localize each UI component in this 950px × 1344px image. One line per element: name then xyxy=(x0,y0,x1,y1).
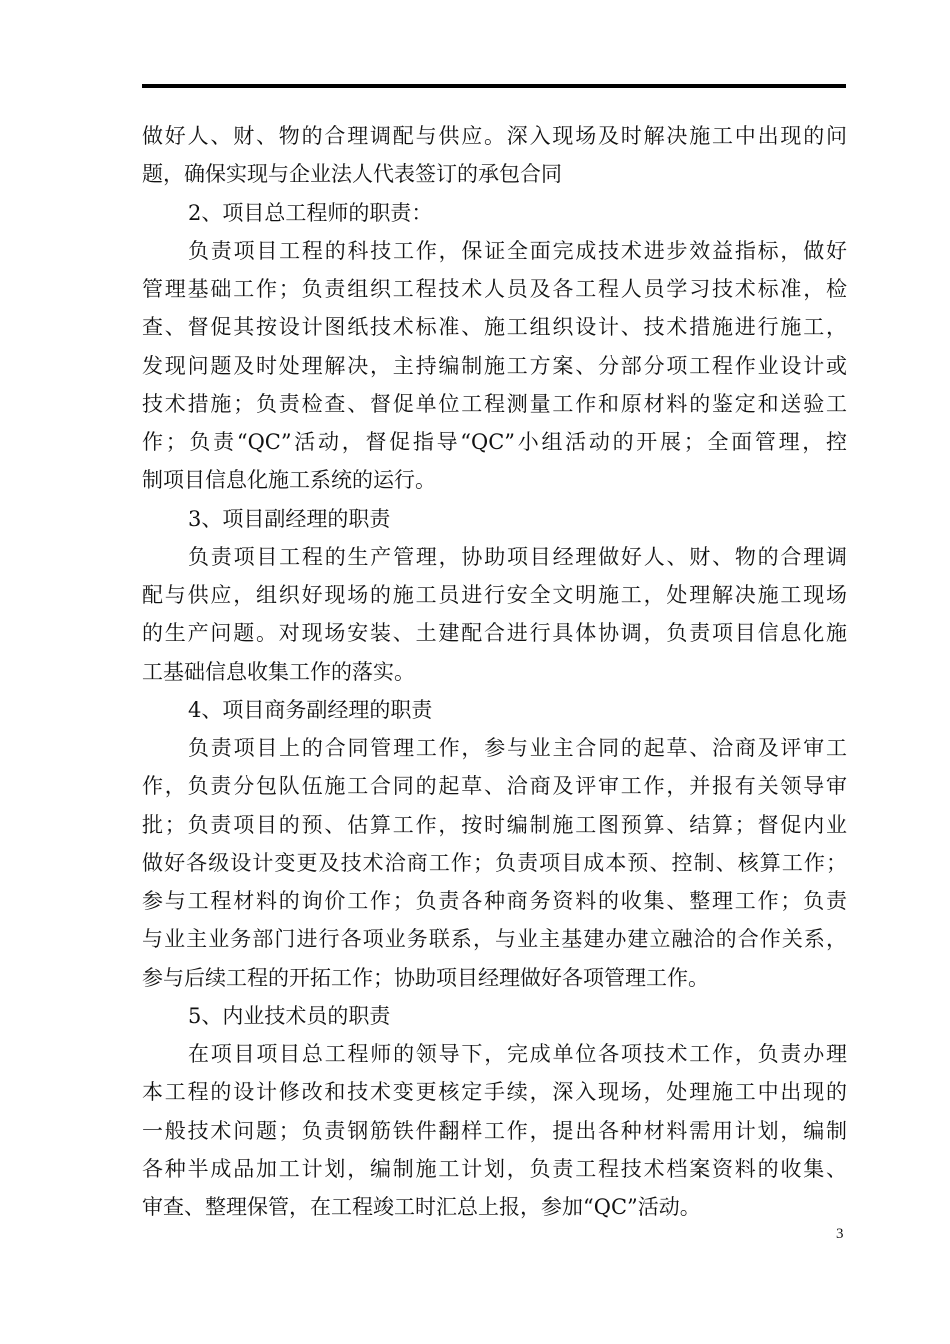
text-line: 各种半成品加工计划，编制施工计划，负责工程技术档案资料的收集、 xyxy=(142,1156,847,1181)
text-line: 做好各级设计变更及技术洽商工作；负责项目成本预、控制、核算工作； xyxy=(142,850,847,875)
header-rule xyxy=(142,84,846,88)
text-line: 批；负责项目的预、估算工作，按时编制施工图预算、结算；督促内业 xyxy=(142,812,847,837)
text-line: 在项目项目总工程师的领导下，完成单位各项技术工作，负责办理 xyxy=(188,1042,847,1066)
text-line: 题，确保实现与企业法人代表签订的承包合同 xyxy=(142,162,562,187)
text-line: 负责项目上的合同管理工作，参与业主合同的起草、洽商及评审工 xyxy=(188,736,847,760)
text-line: 做好人、财、物的合理调配与供应。深入现场及时解决施工中出现的问 xyxy=(142,124,847,148)
text-line: 发现问题及时处理解决，主持编制施工方案、分部分项工程作业设计或 xyxy=(142,353,847,378)
text-line: 作，负责分包队伍施工合同的起草、洽商及评审工作，并报有关领导审 xyxy=(142,774,847,799)
document-body xyxy=(142,117,847,1226)
section-heading: 4、项目商务副经理的职责 xyxy=(188,697,433,722)
text-line: 一般技术问题；负责钢筋铁件翻样工作，提出各种材料需用计划，编制 xyxy=(142,1118,847,1143)
text-line: 的生产问题。对现场安装、土建配合进行具体协调，负责项目信息化施 xyxy=(142,621,847,646)
text-line: 审查、整理保管，在工程竣工时汇总上报，参加“QC”活动。 xyxy=(142,1195,701,1219)
text-line: 负责项目工程的生产管理，协助项目经理做好人、财、物的合理调 xyxy=(188,544,847,569)
text-line: 工基础信息收集工作的落实。 xyxy=(142,659,415,684)
text-line: 制项目信息化施工系统的运行。 xyxy=(142,468,436,493)
section-heading: 2、项目总工程师的职责： xyxy=(188,200,433,225)
text-line: 参与工程材料的询价工作；负责各种商务资料的收集、整理工作；负责 xyxy=(142,889,847,913)
text-line: 与业主业务部门进行各项业务联系，与业主基建办建立融洽的合作关系， xyxy=(142,927,847,952)
text-line: 负责项目工程的科技工作，保证全面完成技术进步效益指标，做好 xyxy=(188,238,847,263)
text-line: 查、督促其按设计图纸技术标准、施工组织设计、技术措施进行施工， xyxy=(142,315,847,340)
text-line: 技术措施；负责检查、督促单位工程测量工作和原材料的鉴定和送验工 xyxy=(142,391,847,416)
text-line: 配与供应，组织好现场的施工员进行安全文明施工，处理解决施工现场 xyxy=(142,583,847,607)
text-line: 管理基础工作；负责组织工程技术人员及各工程人员学习技术标准，检 xyxy=(142,277,847,301)
text-line: 本工程的设计修改和技术变更核定手续，深入现场，处理施工中出现的 xyxy=(142,1080,847,1105)
page-number: 3 xyxy=(836,1226,844,1242)
text-line: 参与后续工程的开拓工作；协助项目经理做好各项管理工作。 xyxy=(142,965,709,990)
section-heading: 5、内业技术员的职责 xyxy=(188,1003,391,1028)
text-line: 作；负责“QC”活动，督促指导“QC”小组活动的开展；全面管理，控 xyxy=(142,430,847,454)
section-heading: 3、项目副经理的职责 xyxy=(188,506,391,531)
